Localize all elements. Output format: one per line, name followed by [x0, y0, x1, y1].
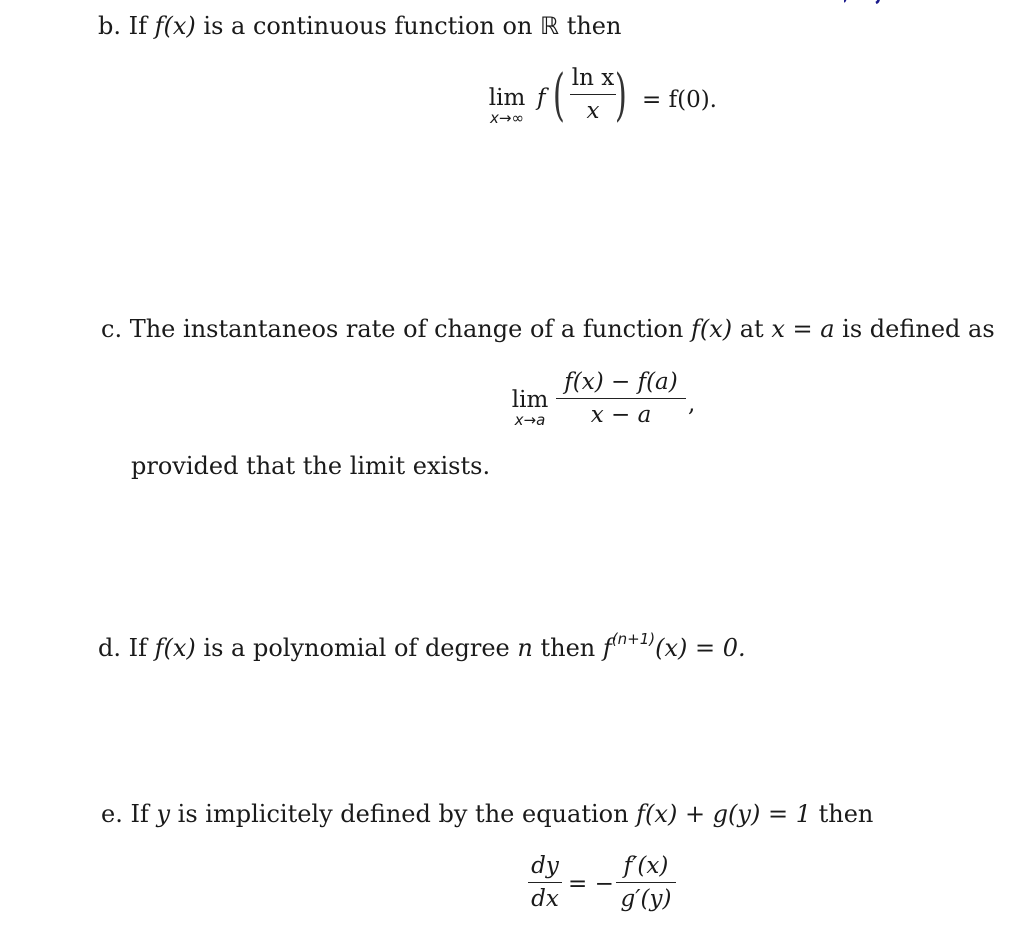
item-b-limit — [482, 86, 532, 126]
item-e-text: If — [130, 800, 157, 828]
item-b-numerator: ln x — [571, 65, 615, 91]
item-b-text: If — [128, 12, 155, 40]
item-c-fraction-bar — [556, 398, 686, 399]
item-b-real-set: ℝ — [540, 12, 560, 40]
cropped-mark-top-right — [844, 0, 884, 4]
item-c-text-2: at — [732, 315, 772, 343]
item-b-f: f — [537, 85, 546, 111]
item-e-label: e. — [101, 800, 123, 828]
item-d-f: f — [602, 634, 612, 662]
item-e-text-2: is implicitely defined by the equation — [170, 800, 637, 828]
item-b-text-2: is a continuous function on — [195, 12, 541, 40]
item-b-lim-sub: x→∞ — [490, 109, 524, 127]
item-b-lim-word: lim — [488, 85, 526, 111]
item-c-statement — [101, 315, 995, 343]
item-b-left-paren: ( — [552, 63, 565, 128]
item-c-text-3: is defined as — [834, 315, 995, 343]
item-c-comma: , — [688, 391, 696, 417]
item-c-proviso: provided that the limit exists. — [131, 452, 491, 480]
item-c-fraction — [556, 368, 686, 429]
item-d-superscript: (n+1) — [611, 630, 656, 648]
item-c-label: c. — [101, 315, 123, 343]
item-d-text-2: is a polynomial of degree — [195, 634, 518, 662]
item-b-right-paren: ) — [614, 63, 627, 128]
item-e-lhs-numerator: dy — [531, 853, 559, 879]
item-c-denominator: x − a — [590, 402, 652, 428]
item-c-text: The instantaneos rate of change of a function — [129, 315, 691, 343]
item-d-func: f(x) — [154, 634, 196, 662]
item-e-rhs-fraction — [616, 852, 676, 913]
item-c-condition: x = a — [771, 315, 835, 343]
item-e-equation: f(x) + g(y) = 1 — [636, 800, 811, 828]
item-e-lhs-bar — [528, 882, 562, 883]
item-b-label: b. — [98, 12, 121, 40]
item-b-rhs: = f(0). — [642, 87, 717, 113]
item-b-fraction — [570, 64, 616, 125]
item-d-degree: n — [517, 634, 533, 662]
item-b-denominator: x — [586, 98, 600, 124]
item-c-lim-word: lim — [511, 387, 549, 413]
item-b-fraction-bar — [570, 94, 616, 95]
item-e-lhs-fraction — [528, 852, 562, 913]
item-e-rhs-numerator: f′(x) — [623, 853, 669, 879]
item-c-lim-sub: x→a — [514, 411, 546, 429]
item-b-text-3: then — [559, 12, 622, 40]
item-e-y: y — [156, 800, 171, 828]
item-c-numerator: f(x) − f(a) — [564, 369, 678, 395]
item-e-equals-minus: = − — [568, 871, 614, 897]
item-e-rhs-bar — [616, 882, 676, 883]
item-d-text-3: then — [532, 634, 603, 662]
item-e-lhs-denominator: dx — [531, 886, 559, 912]
item-d-text: If — [128, 634, 155, 662]
item-d-label: d. — [98, 634, 121, 662]
item-d-statement — [98, 625, 746, 662]
item-e-statement — [101, 800, 873, 828]
item-e-text-3: then — [810, 800, 874, 828]
item-b-func: f(x) — [154, 12, 196, 40]
item-d-rhs: (x) = 0. — [655, 634, 746, 662]
item-b-statement — [98, 12, 621, 40]
item-e-rhs-denominator: g′(y) — [620, 886, 672, 912]
item-c-func: f(x) — [690, 315, 733, 343]
item-c-limit — [508, 388, 552, 428]
